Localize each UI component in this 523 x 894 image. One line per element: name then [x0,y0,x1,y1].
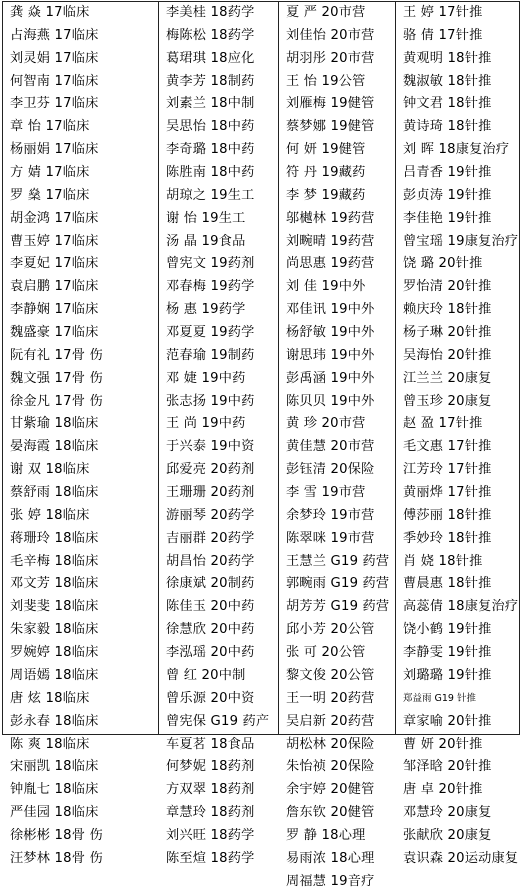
roster-entry: 黄 珍 20市营 [286,416,366,432]
roster-entry: 王慧兰 G19 药营 [286,553,390,569]
roster-entry: 郭畹雨 G19 药营 [286,576,390,592]
roster-entry: 何智南 17临床 [10,73,99,89]
roster-entry: 李 雪 19市营 [286,485,366,501]
roster-entry: 唐 炫 18临床 [10,690,90,706]
roster-entry: 黄李芳 18制药 [166,73,255,89]
roster-entry: 邓文芳 18临床 [10,576,99,592]
roster-entry: 谢 双 18临床 [10,462,90,478]
roster-entry: 吴思怡 18中药 [166,119,255,135]
roster-entry: 邓春梅 19药学 [166,279,255,295]
roster-entry: 何梦妮 18药剂 [166,759,255,775]
roster-entry: 曾宪文 19药剂 [166,256,255,272]
roster-entry: 刘璐璐 19针推 [403,667,492,683]
roster-entry: 方 婧 17临床 [10,165,90,181]
roster-entry: 刘 晖 18康复治疗 [403,142,510,158]
roster-entry: 梅陈松 18药学 [166,27,255,43]
roster-entry: 何 妍 19健管 [286,142,366,158]
roster-entry: 黄丽烨 17针推 [403,485,492,501]
roster-column-1 [3,2,159,866]
roster-entry: 曾宪保 G19 药产 [166,713,270,729]
roster-entry: 刘畹晴 19药营 [286,233,375,249]
roster-entry: 陈 爽 18临床 [10,736,90,752]
roster-entry: 郑益雨 G19 针推 [403,692,476,704]
roster-entry: 曹玉婷 17临床 [10,233,99,249]
roster-entry: 罗怡清 20针推 [403,279,492,295]
roster-entry: 吴启新 20药营 [286,713,375,729]
roster-entry: 唐 卓 20针推 [403,782,483,798]
roster-entry: 曾乐源 20中资 [166,690,255,706]
roster-entry: 魏淑敏 18针推 [403,73,492,89]
roster-entry: 胡芳芳 G19 药营 [286,599,390,615]
roster-entry: 徐慧欣 20中药 [166,622,255,638]
roster-entry: 高蕊倩 18康复治疗 [403,599,519,615]
roster-entry: 彭钰清 20保险 [286,462,375,478]
roster-entry: 罗 燊 17临床 [10,187,90,203]
roster-entry: 陈翠咪 19市营 [286,530,375,546]
roster-entry: 刘 佳 19中外 [286,279,366,295]
roster-entry: 龚 焱 17临床 [10,5,90,20]
roster-entry: 符 丹 19藏药 [286,165,366,181]
roster-entry: 邓佳讯 19中外 [286,302,375,318]
roster-entry: 徐康斌 20制药 [166,576,255,592]
roster-entry: 袁启鹏 17临床 [10,279,99,295]
roster-entry: 陈佳玉 20中药 [166,599,255,615]
roster-entry: 杨子琳 20针推 [403,325,492,341]
roster-entry: 蔡梦娜 19健管 [286,119,375,135]
roster-entry: 汪梦林 18骨 伤 [10,850,103,866]
roster-entry: 谢思玮 19中外 [286,347,375,363]
roster-entry: 杨舒敏 19中外 [286,325,375,341]
roster-entry: 杨 惠 19药学 [166,302,246,318]
roster-entry: 徐金凡 17骨 伤 [10,393,103,409]
roster-entry: 刘灵娟 17临床 [10,50,99,66]
roster-entry: 黄观明 18针推 [403,50,492,66]
roster-column-3 [279,2,396,889]
roster-entry: 赖庆玲 18针推 [403,302,492,318]
roster-entry: 胡金鸿 17临床 [10,210,99,226]
roster-entry: 彭永春 18临床 [10,713,99,729]
roster-entry: 肖 娆 18针推 [403,553,483,569]
roster-entry: 范春瑜 19制药 [166,347,255,363]
roster-entry: 周福慧 19音疗 [286,873,375,889]
roster-entry: 方双翠 18药剂 [166,782,255,798]
roster-entry: 朱家毅 18临床 [10,622,99,638]
roster-entry: 江兰兰 20康复 [403,370,492,386]
roster-column-4 [396,2,519,866]
roster-entry: 李美桂 18药学 [166,5,255,20]
roster-entry: 邹泽晗 20针推 [403,759,492,775]
roster-entry: 李卫芬 17临床 [10,96,99,112]
roster-entry: 曾玉珍 20康复 [403,393,492,409]
roster-entry: 王 怡 19公管 [286,73,366,89]
roster-entry: 张 婷 18临床 [10,507,90,523]
roster-entry: 邱爱亮 20药剂 [166,462,255,478]
roster-entry: 吕青香 19针推 [403,165,492,181]
roster-entry: 车夏茗 18食品 [166,736,255,752]
roster-entry: 季妙玲 18针推 [403,530,492,546]
roster-entry: 余梦玲 19市营 [286,507,375,523]
roster-entry: 易雨浓 18心理 [286,850,375,866]
roster-entry: 汤 晶 19食品 [166,233,246,249]
roster-entry: 占海燕 17临床 [10,27,99,43]
roster-entry: 张 可 20公管 [286,645,366,661]
roster-entry: 王珊珊 20药剂 [166,485,255,501]
roster-entry: 赵 盈 17针推 [403,416,483,432]
roster-entry: 晏海霞 18临床 [10,439,99,455]
roster-entry: 刘斐斐 18临床 [10,599,99,615]
roster-entry: 傅莎丽 18针推 [403,507,492,523]
roster-entry: 李佳艳 19针推 [403,210,492,226]
roster-column-2 [159,2,279,866]
roster-entry: 杨丽娟 17临床 [10,142,99,158]
roster-entry: 王 婷 17针推 [403,5,483,20]
roster-entry: 钟胤七 18临床 [10,782,99,798]
roster-entry: 宋丽凯 18临床 [10,759,99,775]
roster-entry: 曾 红 20中制 [166,667,246,683]
roster-entry: 曹晨惠 18针推 [403,576,492,592]
roster-entry: 张献欣 20康复 [403,827,492,843]
roster-entry: 黄佳慧 20市营 [286,439,375,455]
roster-entry: 夏 严 20市营 [286,5,366,20]
roster-entry: 胡琼之 19生工 [166,187,255,203]
roster-entry: 葛珺琪 18应化 [166,50,255,66]
roster-entry: 胡松林 20保险 [286,736,375,752]
roster-entry: 钟文君 18针推 [403,96,492,112]
roster-entry: 詹东钦 20健管 [286,805,375,821]
roster-entry: 邓慧玲 20康复 [403,805,492,821]
roster-entry: 朱怡祯 20保险 [286,759,375,775]
roster-entry: 彭贞涛 19针推 [403,187,492,203]
roster-entry: 吴海怡 20针推 [403,347,492,363]
roster-entry: 邬樾林 19药营 [286,210,375,226]
roster-entry: 陈至煊 18药学 [166,850,255,866]
roster-entry: 饶 璐 20针推 [403,256,483,272]
roster-entry: 邱小芳 20公管 [286,622,375,638]
roster-entry: 刘素兰 18中制 [166,96,255,112]
roster-entry: 曹 妍 20针推 [403,736,483,752]
roster-entry: 胡羽彤 20市营 [286,50,375,66]
roster-entry: 刘兴旺 18药学 [166,827,255,843]
roster-entry: 陈胜南 18中药 [166,165,255,181]
roster-entry: 魏盛豪 17临床 [10,325,99,341]
roster-entry: 张志扬 19中药 [166,393,255,409]
roster-entry: 王一明 20药营 [286,690,375,706]
roster-entry: 李静娴 17临床 [10,302,99,318]
roster-entry: 甘紫瑜 18临床 [10,416,99,432]
roster-entry: 于兴泰 19中资 [166,439,255,455]
roster-entry: 王 尚 19中药 [166,416,246,432]
roster-entry: 李 梦 19藏药 [286,187,366,203]
roster-entry: 陈贝贝 19中外 [286,393,375,409]
roster-entry: 刘雁梅 19健管 [286,96,375,112]
roster-entry: 江芳玲 17针推 [403,462,492,478]
roster-entry: 彭禹涵 19中外 [286,370,375,386]
roster-entry: 阮有礼 17骨 伤 [10,347,103,363]
roster-entry: 毛辛梅 18临床 [10,553,99,569]
roster-entry: 骆 倩 17针推 [403,27,483,43]
roster-entry: 游丽琴 20药学 [166,507,255,523]
roster-entry: 尚思惠 19药营 [286,256,375,272]
roster-entry: 谢 怡 19生工 [166,210,246,226]
roster-entry: 徐彬彬 18骨 伤 [10,827,103,843]
roster-entry: 袁识森 20运动康复 [403,850,519,866]
roster-entry: 李夏妃 17临床 [10,256,99,272]
roster-entry: 黄诗琦 18针推 [403,119,492,135]
roster-entry: 章慧玲 18药剂 [166,805,255,821]
roster-entry: 罗婉婷 18临床 [10,645,99,661]
roster-entry: 吉丽群 20药学 [166,530,255,546]
roster-entry: 饶小鹤 19针推 [403,622,492,638]
roster-entry: 蔡舒雨 18临床 [10,485,99,501]
roster-entry: 刘佳怡 20市营 [286,27,375,43]
roster-entry: 李泓瑶 20中药 [166,645,255,661]
roster-entry: 罗 静 18心理 [286,827,366,843]
roster-entry: 周语嫣 18临床 [10,667,99,683]
roster-entry: 余宇婷 20健管 [286,782,375,798]
roster-entry: 李奇璐 18中药 [166,142,255,158]
roster-entry: 魏文强 17骨 伤 [10,370,103,386]
roster-entry: 胡昌怡 20药学 [166,553,255,569]
roster-entry: 邓 婕 19中药 [166,370,246,386]
roster-entry: 邓夏夏 19药学 [166,325,255,341]
roster-entry: 蒋珊玲 18临床 [10,530,99,546]
roster-table [2,1,520,889]
roster-entry: 毛文惠 17针推 [403,439,492,455]
roster-entry: 章家喻 20针推 [403,713,492,729]
roster-entry: 黎文俊 20公管 [286,667,375,683]
roster-entry: 严佳园 18临床 [10,805,99,821]
roster-entry: 章 怡 17临床 [10,119,90,135]
roster-entry: 曾宝瑶 19康复治疗 [403,233,519,249]
roster-entry: 李静雯 19针推 [403,645,492,661]
